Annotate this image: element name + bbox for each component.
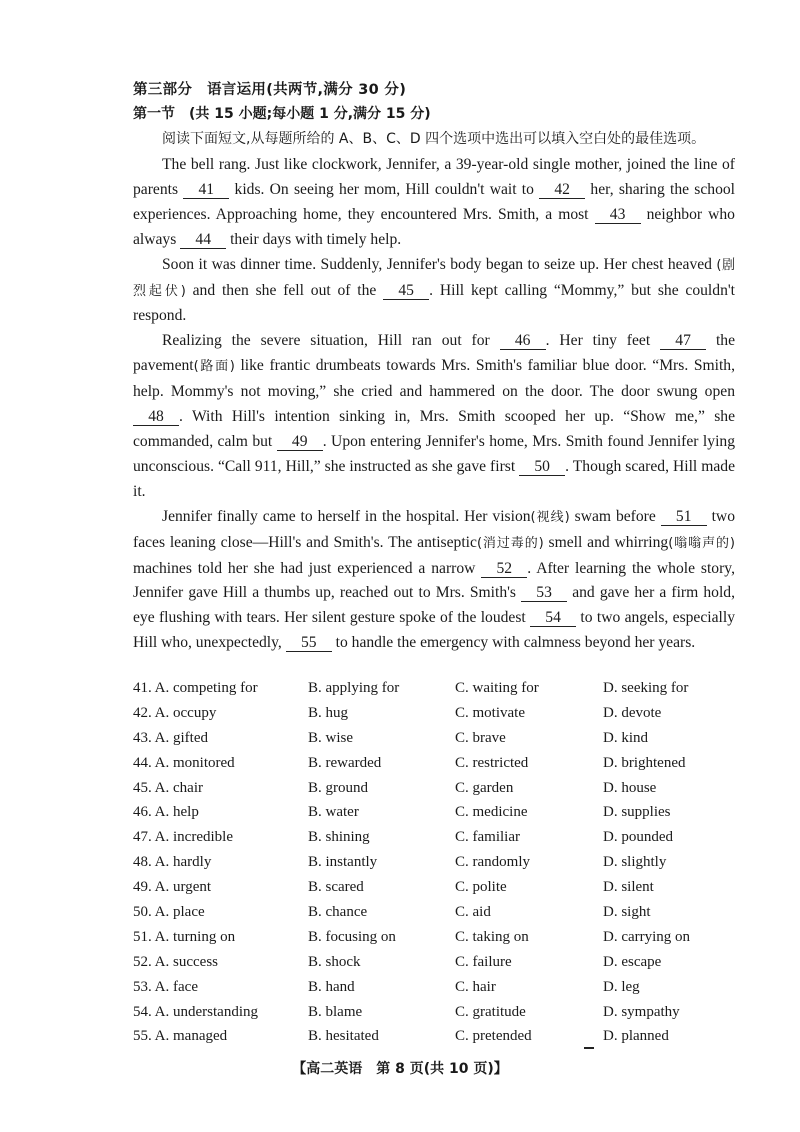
option-b[interactable]: B. chance: [308, 904, 368, 921]
option-c[interactable]: C. brave: [455, 729, 506, 746]
option-row: [133, 1024, 753, 1049]
option-d[interactable]: D. escape: [603, 953, 662, 970]
option-row: [133, 925, 753, 950]
option-c[interactable]: C. taking on: [455, 928, 529, 945]
blank-46: 46: [500, 332, 546, 350]
option-a[interactable]: 49. A. urgent: [133, 879, 212, 896]
blank-43: 43: [595, 206, 641, 224]
blank-51: 51: [661, 508, 707, 526]
option-d[interactable]: D. slightly: [603, 854, 667, 871]
blank-41: 41: [183, 181, 229, 199]
option-d[interactable]: D. kind: [603, 729, 648, 746]
gloss: (剧烈起伏): [133, 257, 735, 299]
blank-53: 53: [521, 584, 567, 602]
gloss: (路面): [193, 359, 235, 375]
blank-50: 50: [519, 458, 565, 476]
option-d[interactable]: D. supplies: [603, 804, 671, 821]
blank-52: 52: [481, 560, 527, 578]
blank-54: 54: [530, 609, 576, 627]
option-row: [133, 726, 753, 751]
option-row: [133, 701, 753, 726]
blank-48: 48: [133, 408, 179, 426]
option-row: [133, 800, 753, 825]
option-d[interactable]: D. silent: [603, 879, 654, 896]
option-d[interactable]: D. seeking for: [603, 680, 689, 696]
option-c[interactable]: C. restricted: [455, 754, 529, 771]
option-b[interactable]: B. instantly: [308, 854, 378, 871]
option-b[interactable]: B. blame: [308, 1003, 363, 1020]
option-a[interactable]: 43. A. gifted: [133, 729, 208, 746]
option-a[interactable]: 47. A. incredible: [133, 829, 233, 846]
option-c[interactable]: C. failure: [455, 953, 512, 970]
option-a[interactable]: 54. A. understanding: [133, 1003, 258, 1020]
option-row: [133, 776, 753, 801]
paragraph-3: Realizing the severe situation, Hill ran out for 46 . Her tiny feet 47 the pavement(路面) like frantic drumbeats towards Mrs. Smith's familiar blue door. “Mrs. Smith, help. Mommy's not moving,” she cried and hammered on the door. The door swung open 48 . With Hill's intention sinking in, Mrs. Smith scooped her up. “Show me,” she commanded, calm but 49 . Upon entering Jennifer's home, Mrs. Smith found Jennifer lying unconscious. “Call 911, Hill,” she instructed as she gave first 50 . Though scared, Hill made it.: [133, 332, 735, 500]
blank-45: 45: [383, 282, 429, 300]
option-b[interactable]: B. scared: [308, 879, 364, 896]
option-row: [133, 950, 753, 975]
option-a[interactable]: 52. A. success: [133, 953, 218, 970]
option-d[interactable]: D. sight: [603, 904, 651, 921]
option-a[interactable]: 42. A. occupy: [133, 704, 217, 721]
option-c[interactable]: C. motivate: [455, 704, 525, 721]
option-b[interactable]: B. shock: [308, 953, 361, 970]
option-d[interactable]: D. carrying on: [603, 928, 691, 945]
option-b[interactable]: B. rewarded: [308, 754, 382, 771]
blank-42: 42: [539, 181, 585, 199]
option-c[interactable]: C. hair: [455, 978, 496, 995]
page-footer: 【高二英语 第 8 页(共 10 页)】: [292, 1061, 508, 1077]
option-b[interactable]: B. wise: [308, 729, 353, 746]
stray-mark: [584, 1047, 594, 1049]
option-d[interactable]: D. brightened: [603, 754, 686, 771]
blank-55: 55: [286, 634, 332, 652]
cloze-passage: [133, 153, 735, 656]
option-row: [133, 676, 753, 701]
part-heading: 第三部分 语言运用(共两节,满分 30 分): [133, 82, 407, 98]
option-row: [133, 850, 753, 875]
option-b[interactable]: B. applying for: [308, 680, 400, 696]
blank-44: 44: [180, 231, 226, 249]
gloss: (视线): [530, 509, 570, 525]
option-row: [133, 1000, 753, 1025]
option-c[interactable]: C. gratitude: [455, 1003, 526, 1020]
option-a[interactable]: 51. A. turning on: [133, 928, 236, 945]
option-row: [133, 825, 753, 850]
option-d[interactable]: D. pounded: [603, 829, 673, 846]
option-c[interactable]: C. aid: [455, 904, 491, 921]
option-c[interactable]: C. garden: [455, 779, 514, 796]
option-b[interactable]: B. hand: [308, 978, 355, 995]
option-row: [133, 975, 753, 1000]
option-b[interactable]: B. ground: [308, 779, 368, 796]
answer-options: [133, 676, 753, 1049]
option-a[interactable]: 53. A. face: [133, 978, 198, 995]
option-d[interactable]: D. house: [603, 779, 657, 796]
option-b[interactable]: B. focusing on: [308, 928, 396, 945]
option-b[interactable]: B. hesitated: [308, 1028, 379, 1045]
option-c[interactable]: C. waiting for: [455, 680, 539, 696]
option-d[interactable]: D. devote: [603, 704, 662, 721]
option-c[interactable]: C. familiar: [455, 829, 520, 846]
blank-49: 49: [277, 433, 323, 451]
option-c[interactable]: C. polite: [455, 879, 507, 896]
option-row: [133, 900, 753, 925]
option-a[interactable]: 48. A. hardly: [133, 854, 212, 871]
option-row: [133, 751, 753, 776]
option-a[interactable]: 46. A. help: [133, 804, 199, 821]
option-b[interactable]: B. water: [308, 804, 359, 821]
option-row: [133, 875, 753, 900]
option-d[interactable]: D. planned: [603, 1028, 669, 1045]
option-c[interactable]: C. medicine: [455, 804, 528, 821]
option-a[interactable]: 50. A. place: [133, 904, 205, 921]
instructions: 阅读下面短文,从每题所给的 A、B、C、D 四个选项中选出可以填入空白处的最佳选项。: [162, 131, 706, 147]
gloss: (嗡嗡声的): [668, 535, 736, 551]
paragraph-2: Soon it was dinner time. Suddenly, Jennifer's body began to seize up. Her chest heaved (剧烈起伏) and then she fell out of the 45 . Hill kept calling “Mommy,” but she couldn't respond.: [133, 255, 736, 325]
option-a[interactable]: 55. A. managed: [133, 1028, 228, 1045]
option-a[interactable]: 45. A. chair: [133, 779, 203, 796]
blank-47: 47: [660, 332, 706, 350]
paragraph-4: Jennifer finally came to herself in the hospital. Her vision(视线) swam before 51 two faces leaning close—Hill's and Smith's. The antiseptic(消过毒的) smell and whirring(嗡嗡声的) machines told her she had just experienced a narrow 52 . After learning the whole story, Jennifer gave Hill a thumbs up, reached out to Mrs. Smith's 53 and gave her a firm hold, eye flushing with tears. Her silent gesture spoke of the loudest 54 to two angels, especially Hill who, unexpectedly, 55 to handle the emergency with calmness beyond her years.: [133, 507, 736, 652]
option-d[interactable]: D. leg: [603, 978, 640, 995]
option-a[interactable]: 44. A. monitored: [133, 754, 235, 771]
option-c[interactable]: C. pretended: [455, 1028, 532, 1045]
gloss: (消过毒的): [476, 535, 544, 551]
option-b[interactable]: B. hug: [308, 704, 349, 721]
option-a[interactable]: 41. A. competing for: [133, 680, 258, 696]
section-heading: 第一节 (共 15 小题;每小题 1 分,满分 15 分): [133, 106, 431, 122]
option-d[interactable]: D. sympathy: [603, 1003, 680, 1020]
option-c[interactable]: C. randomly: [455, 854, 530, 871]
paragraph-1: The bell rang. Just like clockwork, Jennifer, a 39-year-old single mother, joined the line of parents 41 kids. On seeing her mom, Hill couldn't wait to 42 her, sharing the school experiences. Approaching home, they encountered Mrs. Smith, a most 43 neighbor who always 44 their days with timely help.: [133, 156, 735, 248]
option-b[interactable]: B. shining: [308, 829, 370, 846]
